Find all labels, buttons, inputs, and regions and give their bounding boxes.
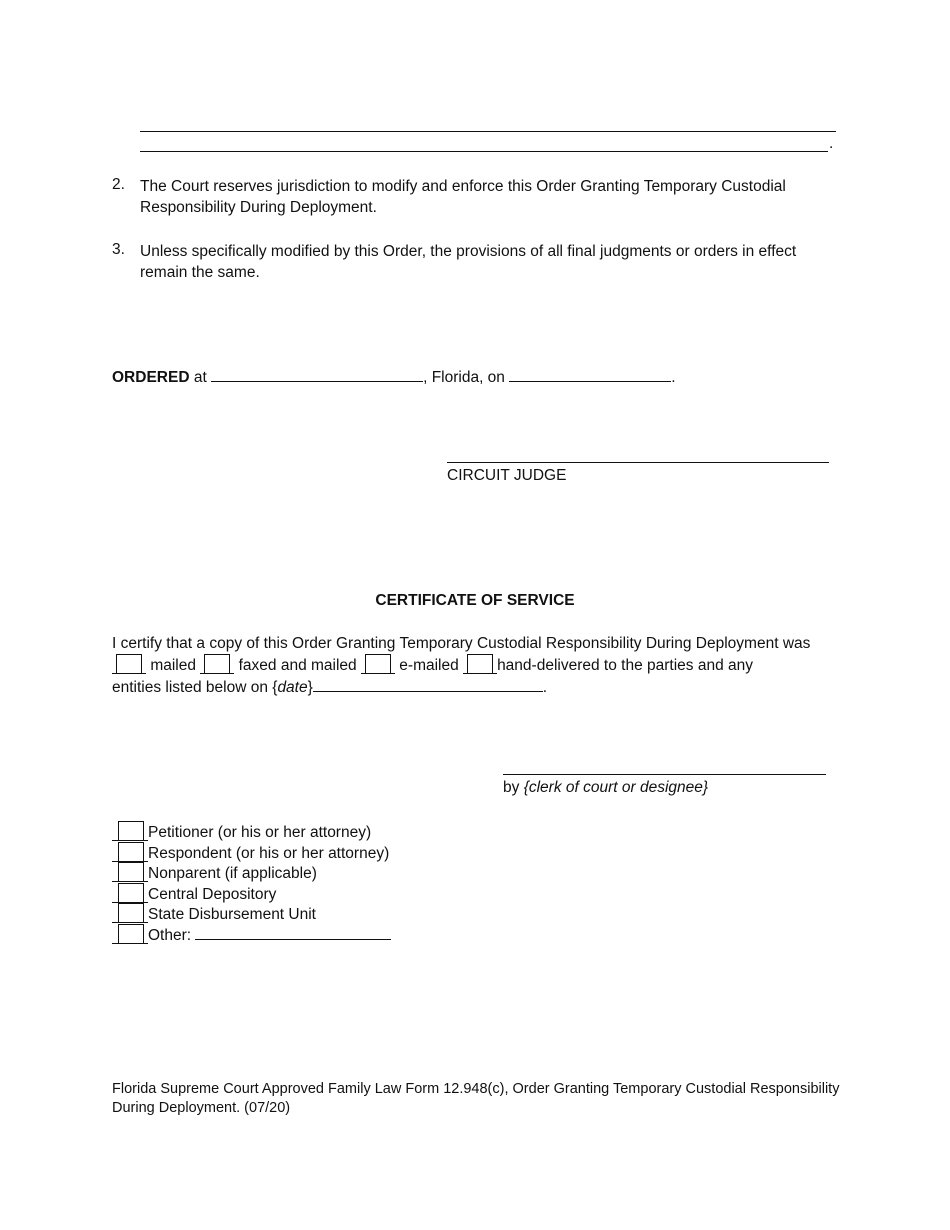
recipient-row-central-depository	[112, 883, 391, 904]
recipient-label-nonparent: Nonparent (if applicable)	[148, 865, 317, 882]
item-3-number: 3.	[112, 241, 125, 258]
judge-signature-line[interactable]	[447, 462, 829, 463]
nonparent-checkbox[interactable]	[118, 862, 144, 882]
emailed-checkbox-wrap	[361, 654, 395, 674]
method-mailed: mailed	[150, 657, 196, 674]
state-disbursement-checkbox[interactable]	[118, 903, 144, 923]
entities-suffix: }	[307, 679, 313, 696]
recipient-row-respondent	[112, 842, 391, 863]
blank-line-2[interactable]	[140, 151, 828, 152]
recipient-list	[112, 821, 391, 944]
method-faxed: faxed and mailed	[238, 657, 357, 674]
ordered-label: ORDERED	[112, 369, 190, 386]
recipient-label-petitioner: Petitioner (or his or her attorney)	[148, 824, 372, 841]
recipient-row-state-disbursement	[112, 903, 391, 924]
footer-line-2: During Deployment. (07/20)	[112, 1100, 291, 1116]
clerk-signature-line[interactable]	[503, 774, 826, 775]
respondent-checkbox[interactable]	[118, 842, 144, 862]
entities-prefix: entities listed below on {	[112, 679, 278, 696]
entities-period: .	[542, 679, 548, 696]
method-hand-delivered: hand-delivered to the parties and any	[497, 657, 753, 674]
recipient-label-other: Other:	[148, 926, 192, 944]
ordered-date-field[interactable]	[509, 366, 671, 382]
ordered-florida-on: , Florida, on	[423, 369, 505, 386]
mailed-checkbox-wrap	[112, 654, 146, 674]
entities-row	[112, 676, 832, 698]
mailed-checkbox[interactable]	[116, 654, 142, 674]
recipient-row-petitioner	[112, 821, 391, 842]
item-2-number: 2.	[112, 176, 125, 193]
recipient-label-respondent: Respondent (or his or her attorney)	[148, 844, 390, 862]
other-recipient-field[interactable]	[195, 924, 391, 940]
item-2-text: The Court reserves jurisdiction to modify and enforce this Order Granting Temporary Custodial Responsibility During Deployment.	[140, 178, 786, 216]
recipient-row-nonparent	[112, 862, 391, 883]
clerk-by: by	[503, 779, 520, 796]
circuit-judge-label: CIRCUIT JUDGE	[447, 467, 567, 484]
recipient-row-other	[112, 924, 391, 945]
hand-delivered-checkbox-wrap	[463, 654, 497, 674]
recipient-label-state-disbursement: State Disbursement Unit	[148, 906, 316, 923]
service-date-field[interactable]	[313, 676, 543, 692]
ordered-period: .	[671, 369, 676, 386]
other-checkbox[interactable]	[118, 924, 144, 944]
petitioner-checkbox[interactable]	[118, 821, 144, 841]
blank-line-1[interactable]	[140, 131, 836, 132]
ordered-at: at	[193, 369, 207, 386]
recipient-label-central-depository: Central Depository	[148, 885, 277, 903]
ordered-location-field[interactable]	[211, 366, 423, 382]
form-footer	[112, 1080, 840, 1118]
clerk-designee: {clerk of court or designee}	[523, 779, 709, 796]
item-3-text: Unless specifically modified by this Order, the provisions of all final judgments or orders in effect remain the same.	[140, 243, 797, 281]
blank-line-2-period: .	[829, 135, 834, 152]
clerk-by-line	[503, 779, 708, 797]
certificate-intro: I certify that a copy of this Order Granting Temporary Custodial Responsibility During Deployment was	[112, 635, 811, 652]
method-emailed: e-mailed	[399, 657, 459, 674]
service-methods-row	[112, 654, 832, 676]
certificate-body	[112, 633, 832, 698]
ordered-line	[112, 366, 676, 387]
hand-delivered-checkbox[interactable]	[467, 654, 493, 674]
emailed-checkbox[interactable]	[365, 654, 391, 674]
certificate-title: CERTIFICATE OF SERVICE	[375, 592, 575, 609]
central-depository-checkbox[interactable]	[118, 883, 144, 903]
faxed-mailed-checkbox[interactable]	[204, 654, 230, 674]
footer-line-1: Florida Supreme Court Approved Family Law Form 12.948(c), Order Granting Temporary Custodial Responsibility	[112, 1081, 840, 1097]
date-word: date	[277, 679, 308, 696]
faxed-checkbox-wrap	[200, 654, 234, 674]
